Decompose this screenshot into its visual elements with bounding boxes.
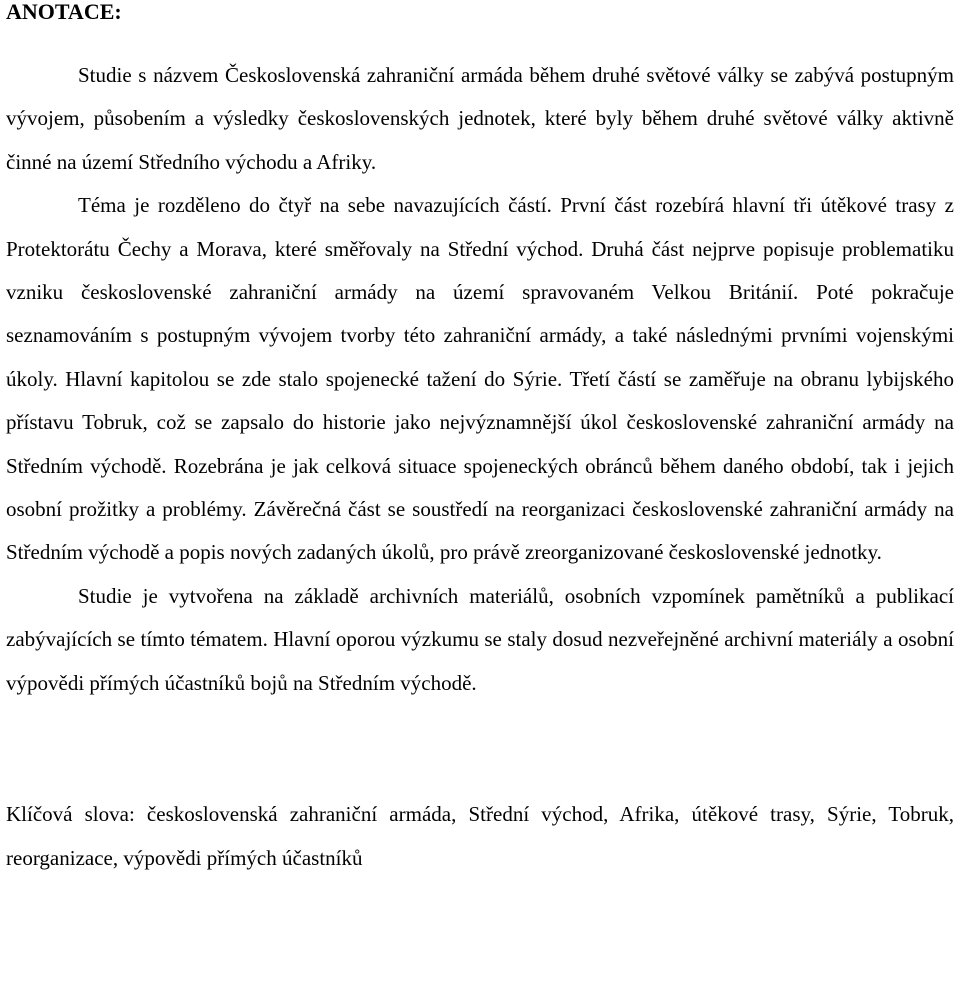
keywords-line: Klíčová slova: československá zahraniční armáda, Střední východ, Afrika, útěkové trasy, Sýrie, Tobruk, reorganizace, výpovědi přímých účastníků — [6, 802, 954, 870]
paragraph-structure: Téma je rozděleno do čtyř na sebe navazujících částí. První část rozebírá hlavní tři útěkové trasy z Protektorátu Čechy a Morava, které směřovaly na Střední východ. Druhá část nejprve popisuje problematiku vzniku československé zahraniční armády na území spravovaném Velkou Británií. Poté pokračuje seznamováním s postupným vývojem tvorby této zahraniční armády, a také následnými prvními vojenskými úkoly. Hlavní kapitolou se zde stalo spojenecké tažení do Sýrie. Třetí částí se zaměřuje na obranu lybijského přístavu Tobruk, což se zapsalo do historie jako nejvýznamnější úkol československé zahraniční armády na Středním východě. Rozebrána je jak celková situace spojeneckých obránců během daného období, tak i jejich osobní prožitky a problémy. Závěrečná část se soustředí na reorganizaci československé zahraniční armády na Středním východě a popis nových zadaných úkolů, pro právě zreorganizované československé jednotky. — [6, 193, 954, 565]
document-page — [6, 0, 954, 880]
paragraph-intro: Studie s názvem Československá zahraniční armáda během druhé světové války se zabývá postupným vývojem, působením a výsledky československých jednotek, které byly během druhé světové války aktivně činné na území Středního východu a Afriky. — [6, 63, 954, 174]
annotation-heading: ANOTACE: — [6, 0, 122, 24]
paragraph-sources: Studie je vytvořena na základě archivních materiálů, osobních vzpomínek pamětníků a publikací zabývajících se tímto tématem. Hlavní oporou výzkumu se staly dosud nezveřejněné archivní materiály a osobní výpovědi přímých účastníků bojů na Středním východě. — [6, 583, 954, 695]
